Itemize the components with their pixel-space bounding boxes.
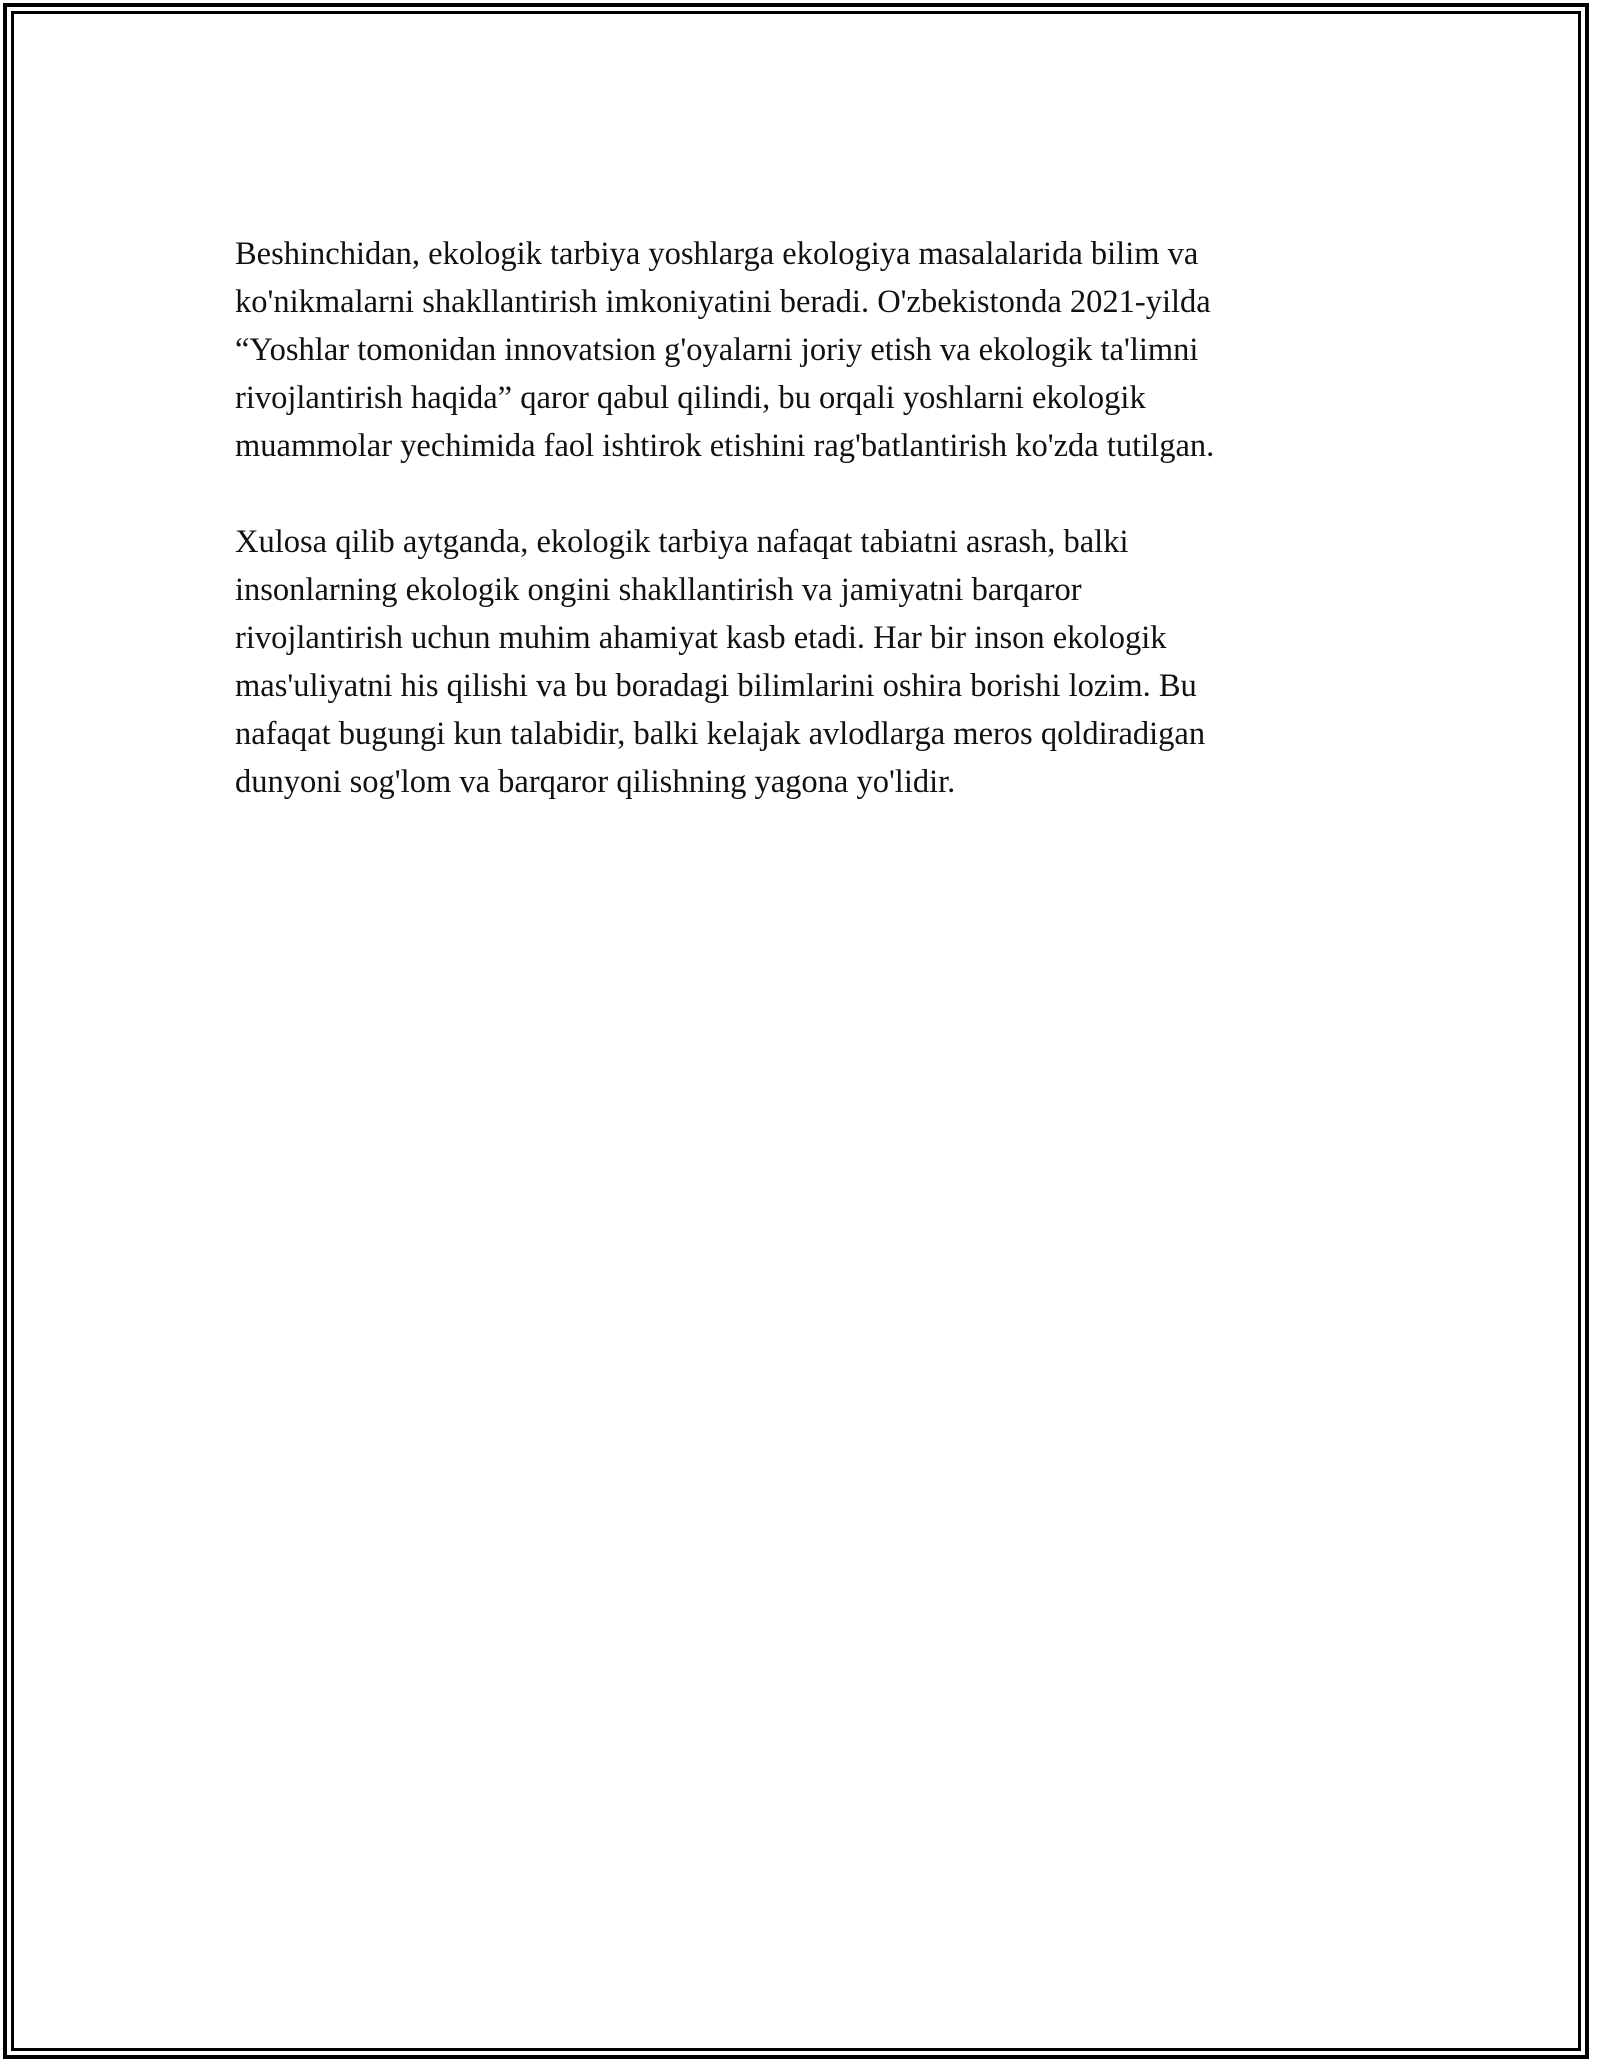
- paragraph-conclusion-fifth: [235, 230, 1365, 470]
- document-body: [235, 230, 1365, 854]
- text-line: Xulosa qilib aytganda, ekologik tarbiya nafaqat tabiatni asrash, balki: [235, 524, 1129, 560]
- text-line: rivojlantirish uchun muhim ahamiyat kasb etadi. Har bir inson ekologik: [235, 620, 1167, 656]
- text-line: Beshinchidan, ekologik tarbiya yoshlarga ekologiya masalalarida bilim va: [235, 236, 1199, 272]
- text-line: “Yoshlar tomonidan innovatsion g'oyalarni joriy etish va ekologik ta'limni: [235, 332, 1199, 368]
- text-line: ko'nikmalarni shakllantirish imkoniyatini beradi. O'zbekistonda 2021-yilda: [235, 284, 1211, 320]
- paragraph-summary: [235, 518, 1365, 806]
- text-line: rivojlantirish haqida” qaror qabul qilindi, bu orqali yoshlarni ekologik: [235, 380, 1146, 416]
- text-line: insonlarning ekologik ongini shakllantirish va jamiyatni barqaror: [235, 572, 1082, 608]
- text-line: mas'uliyatni his qilishi va bu boradagi bilimlarini oshira borishi lozim. Bu: [235, 668, 1197, 704]
- text-line: muammolar yechimida faol ishtirok etishini rag'batlantirish ko'zda tutilgan.: [235, 428, 1215, 464]
- text-line: nafaqat bugungi kun talabidir, balki kelajak avlodlarga meros qoldiradigan: [235, 716, 1206, 752]
- text-line: dunyoni sog'lom va barqaror qilishning yagona yo'lidir.: [235, 764, 956, 800]
